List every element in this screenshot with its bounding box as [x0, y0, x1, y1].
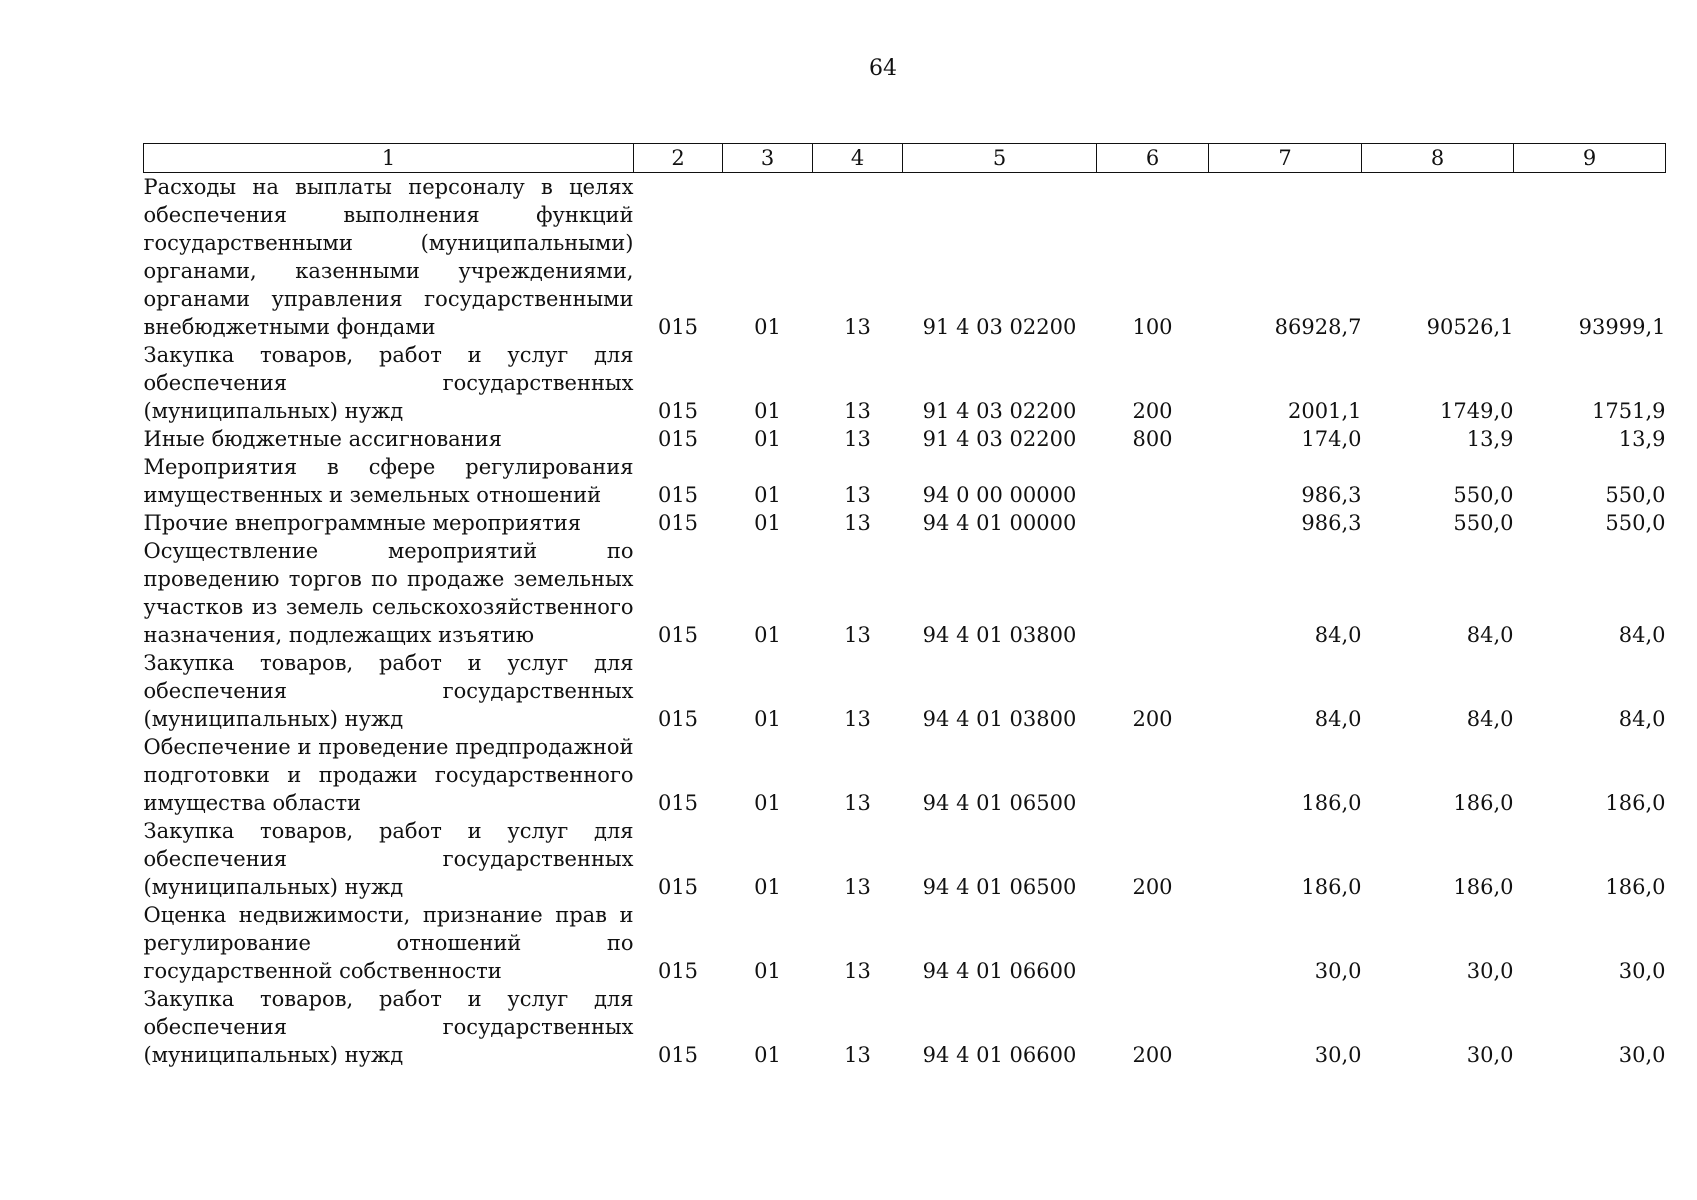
expense-type-code	[1097, 901, 1209, 985]
expense-type-code: 200	[1132, 875, 1173, 899]
amount-col7: 30,0	[1314, 959, 1362, 983]
subsection-code: 13	[844, 875, 871, 899]
expense-type-code: 200	[1132, 399, 1173, 423]
amount-col9: 30,0	[1618, 1043, 1666, 1067]
section-code: 01	[754, 875, 781, 899]
subsection-code: 13	[844, 623, 871, 647]
expense-type-code	[1097, 733, 1209, 817]
target-article-code: 94 4 01 03800	[922, 623, 1077, 647]
expense-type-code: 100	[1132, 315, 1173, 339]
column-header: 4	[813, 144, 903, 173]
target-article-code: 94 4 01 06500	[922, 791, 1077, 815]
ministry-code: 015	[657, 791, 699, 815]
amount-col7: 84,0	[1314, 707, 1362, 731]
amount-col7: 186,0	[1301, 791, 1362, 815]
table-row	[144, 537, 1666, 649]
header-row	[144, 144, 1666, 173]
target-article-code: 94 4 01 06600	[922, 959, 1077, 983]
expense-type-code	[1097, 509, 1209, 537]
expense-type-code	[1097, 453, 1209, 509]
amount-col8: 84,0	[1466, 623, 1514, 647]
expense-type-code: 800	[1132, 427, 1173, 451]
ministry-code: 015	[657, 511, 699, 535]
table-row	[144, 173, 1666, 342]
amount-col8: 186,0	[1453, 875, 1514, 899]
section-code: 01	[754, 707, 781, 731]
table-row	[144, 341, 1666, 425]
table-body	[144, 173, 1666, 1070]
table-row	[144, 901, 1666, 985]
item-name: Прочие внепрограммные мероприятия	[143, 511, 582, 535]
section-code: 01	[754, 623, 781, 647]
column-header: 5	[903, 144, 1097, 173]
target-article-code: 91 4 03 02200	[922, 399, 1077, 423]
table-row	[144, 425, 1666, 453]
table-row	[144, 817, 1666, 901]
amount-col9: 30,0	[1618, 959, 1666, 983]
table-row	[144, 509, 1666, 537]
amount-col8: 186,0	[1453, 791, 1514, 815]
amount-col8: 30,0	[1466, 959, 1514, 983]
item-name: Закупка товаров, работ и услуг для обеспечения государственных (муниципальных) нужд	[143, 343, 634, 423]
ministry-code: 015	[657, 315, 699, 339]
amount-col7: 986,3	[1301, 511, 1362, 535]
item-name: Закупка товаров, работ и услуг для обеспечения государственных (муниципальных) нужд	[143, 651, 634, 731]
amount-col8: 1749,0	[1440, 399, 1514, 423]
column-header: 9	[1514, 144, 1666, 173]
section-code: 01	[754, 1043, 781, 1067]
column-header: 1	[144, 144, 634, 173]
amount-col7: 30,0	[1314, 1043, 1362, 1067]
section-code: 01	[754, 399, 781, 423]
item-name: Мероприятия в сфере регулирования имущественных и земельных отношений	[143, 455, 634, 507]
item-name: Обеспечение и проведение предпродажной подготовки и продажи государственного имущества области	[143, 735, 634, 815]
target-article-code: 94 4 01 03800	[922, 707, 1077, 731]
table-row	[144, 649, 1666, 733]
section-code: 01	[754, 959, 781, 983]
amount-col8: 550,0	[1453, 483, 1514, 507]
expense-type-code	[1097, 537, 1209, 649]
amount-col8: 30,0	[1466, 1043, 1514, 1067]
subsection-code: 13	[844, 707, 871, 731]
target-article-code: 91 4 03 02200	[922, 427, 1077, 451]
amount-col7: 84,0	[1314, 623, 1362, 647]
ministry-code: 015	[657, 483, 699, 507]
column-header: 2	[634, 144, 723, 173]
subsection-code: 13	[844, 959, 871, 983]
amount-col9: 84,0	[1618, 623, 1666, 647]
amount-col9: 93999,1	[1578, 315, 1666, 339]
ministry-code: 015	[657, 399, 699, 423]
target-article-code: 94 4 01 06600	[922, 1043, 1077, 1067]
page-number: 64	[869, 56, 897, 81]
subsection-code: 13	[844, 791, 871, 815]
column-header: 6	[1097, 144, 1209, 173]
item-name: Закупка товаров, работ и услуг для обеспечения государственных (муниципальных) нужд	[143, 819, 634, 899]
amount-col7: 2001,1	[1288, 399, 1362, 423]
subsection-code: 13	[844, 315, 871, 339]
item-name: Осуществление мероприятий по проведению торгов по продаже земельных участков из земель сельскохозяйственного назначения, подлежащих изъятию	[143, 539, 634, 647]
amount-col8: 90526,1	[1426, 315, 1514, 339]
ministry-code: 015	[657, 623, 699, 647]
amount-col8: 550,0	[1453, 511, 1514, 535]
amount-col7: 986,3	[1301, 483, 1362, 507]
target-article-code: 94 0 00 00000	[922, 483, 1077, 507]
section-code: 01	[754, 483, 781, 507]
amount-col7: 174,0	[1301, 427, 1362, 451]
ministry-code: 015	[657, 707, 699, 731]
target-article-code: 94 4 01 06500	[922, 875, 1077, 899]
section-code: 01	[754, 427, 781, 451]
table-row	[144, 733, 1666, 817]
subsection-code: 13	[844, 399, 871, 423]
section-code: 01	[754, 511, 781, 535]
table-row	[144, 453, 1666, 509]
section-code: 01	[754, 791, 781, 815]
subsection-code: 13	[844, 483, 871, 507]
section-code: 01	[754, 315, 781, 339]
amount-col9: 550,0	[1605, 511, 1666, 535]
subsection-code: 13	[844, 427, 871, 451]
amount-col8: 84,0	[1466, 707, 1514, 731]
amount-col9: 550,0	[1605, 483, 1666, 507]
item-name: Закупка товаров, работ и услуг для обеспечения государственных (муниципальных) нужд	[143, 987, 634, 1067]
target-article-code: 94 4 01 00000	[922, 511, 1077, 535]
amount-col9: 1751,9	[1592, 399, 1666, 423]
amount-col9: 186,0	[1605, 791, 1666, 815]
ministry-code: 015	[657, 875, 699, 899]
item-name: Оценка недвижимости, признание прав и регулирование отношений по государственной собственности	[143, 903, 634, 983]
expense-type-code: 200	[1132, 707, 1173, 731]
amount-col7: 186,0	[1301, 875, 1362, 899]
amount-col8: 13,9	[1466, 427, 1514, 451]
column-header: 7	[1209, 144, 1362, 173]
ministry-code: 015	[657, 427, 699, 451]
expense-type-code: 200	[1132, 1043, 1173, 1067]
amount-col9: 186,0	[1605, 875, 1666, 899]
amount-col9: 84,0	[1618, 707, 1666, 731]
amount-col7: 86928,7	[1274, 315, 1362, 339]
item-name: Расходы на выплаты персоналу в целях обеспечения выполнения функций государственными (муниципальными) органами, казенными учреждениями, органами управления государственными внебюджетными фондами	[143, 175, 634, 339]
item-name: Иные бюджетные ассигнования	[143, 427, 502, 451]
amount-col9: 13,9	[1618, 427, 1666, 451]
column-header: 3	[723, 144, 813, 173]
column-header: 8	[1362, 144, 1514, 173]
budget-table	[143, 143, 1666, 1069]
ministry-code: 015	[657, 1043, 699, 1067]
ministry-code: 015	[657, 959, 699, 983]
subsection-code: 13	[844, 1043, 871, 1067]
target-article-code: 91 4 03 02200	[922, 315, 1077, 339]
subsection-code: 13	[844, 511, 871, 535]
table-row	[144, 985, 1666, 1069]
